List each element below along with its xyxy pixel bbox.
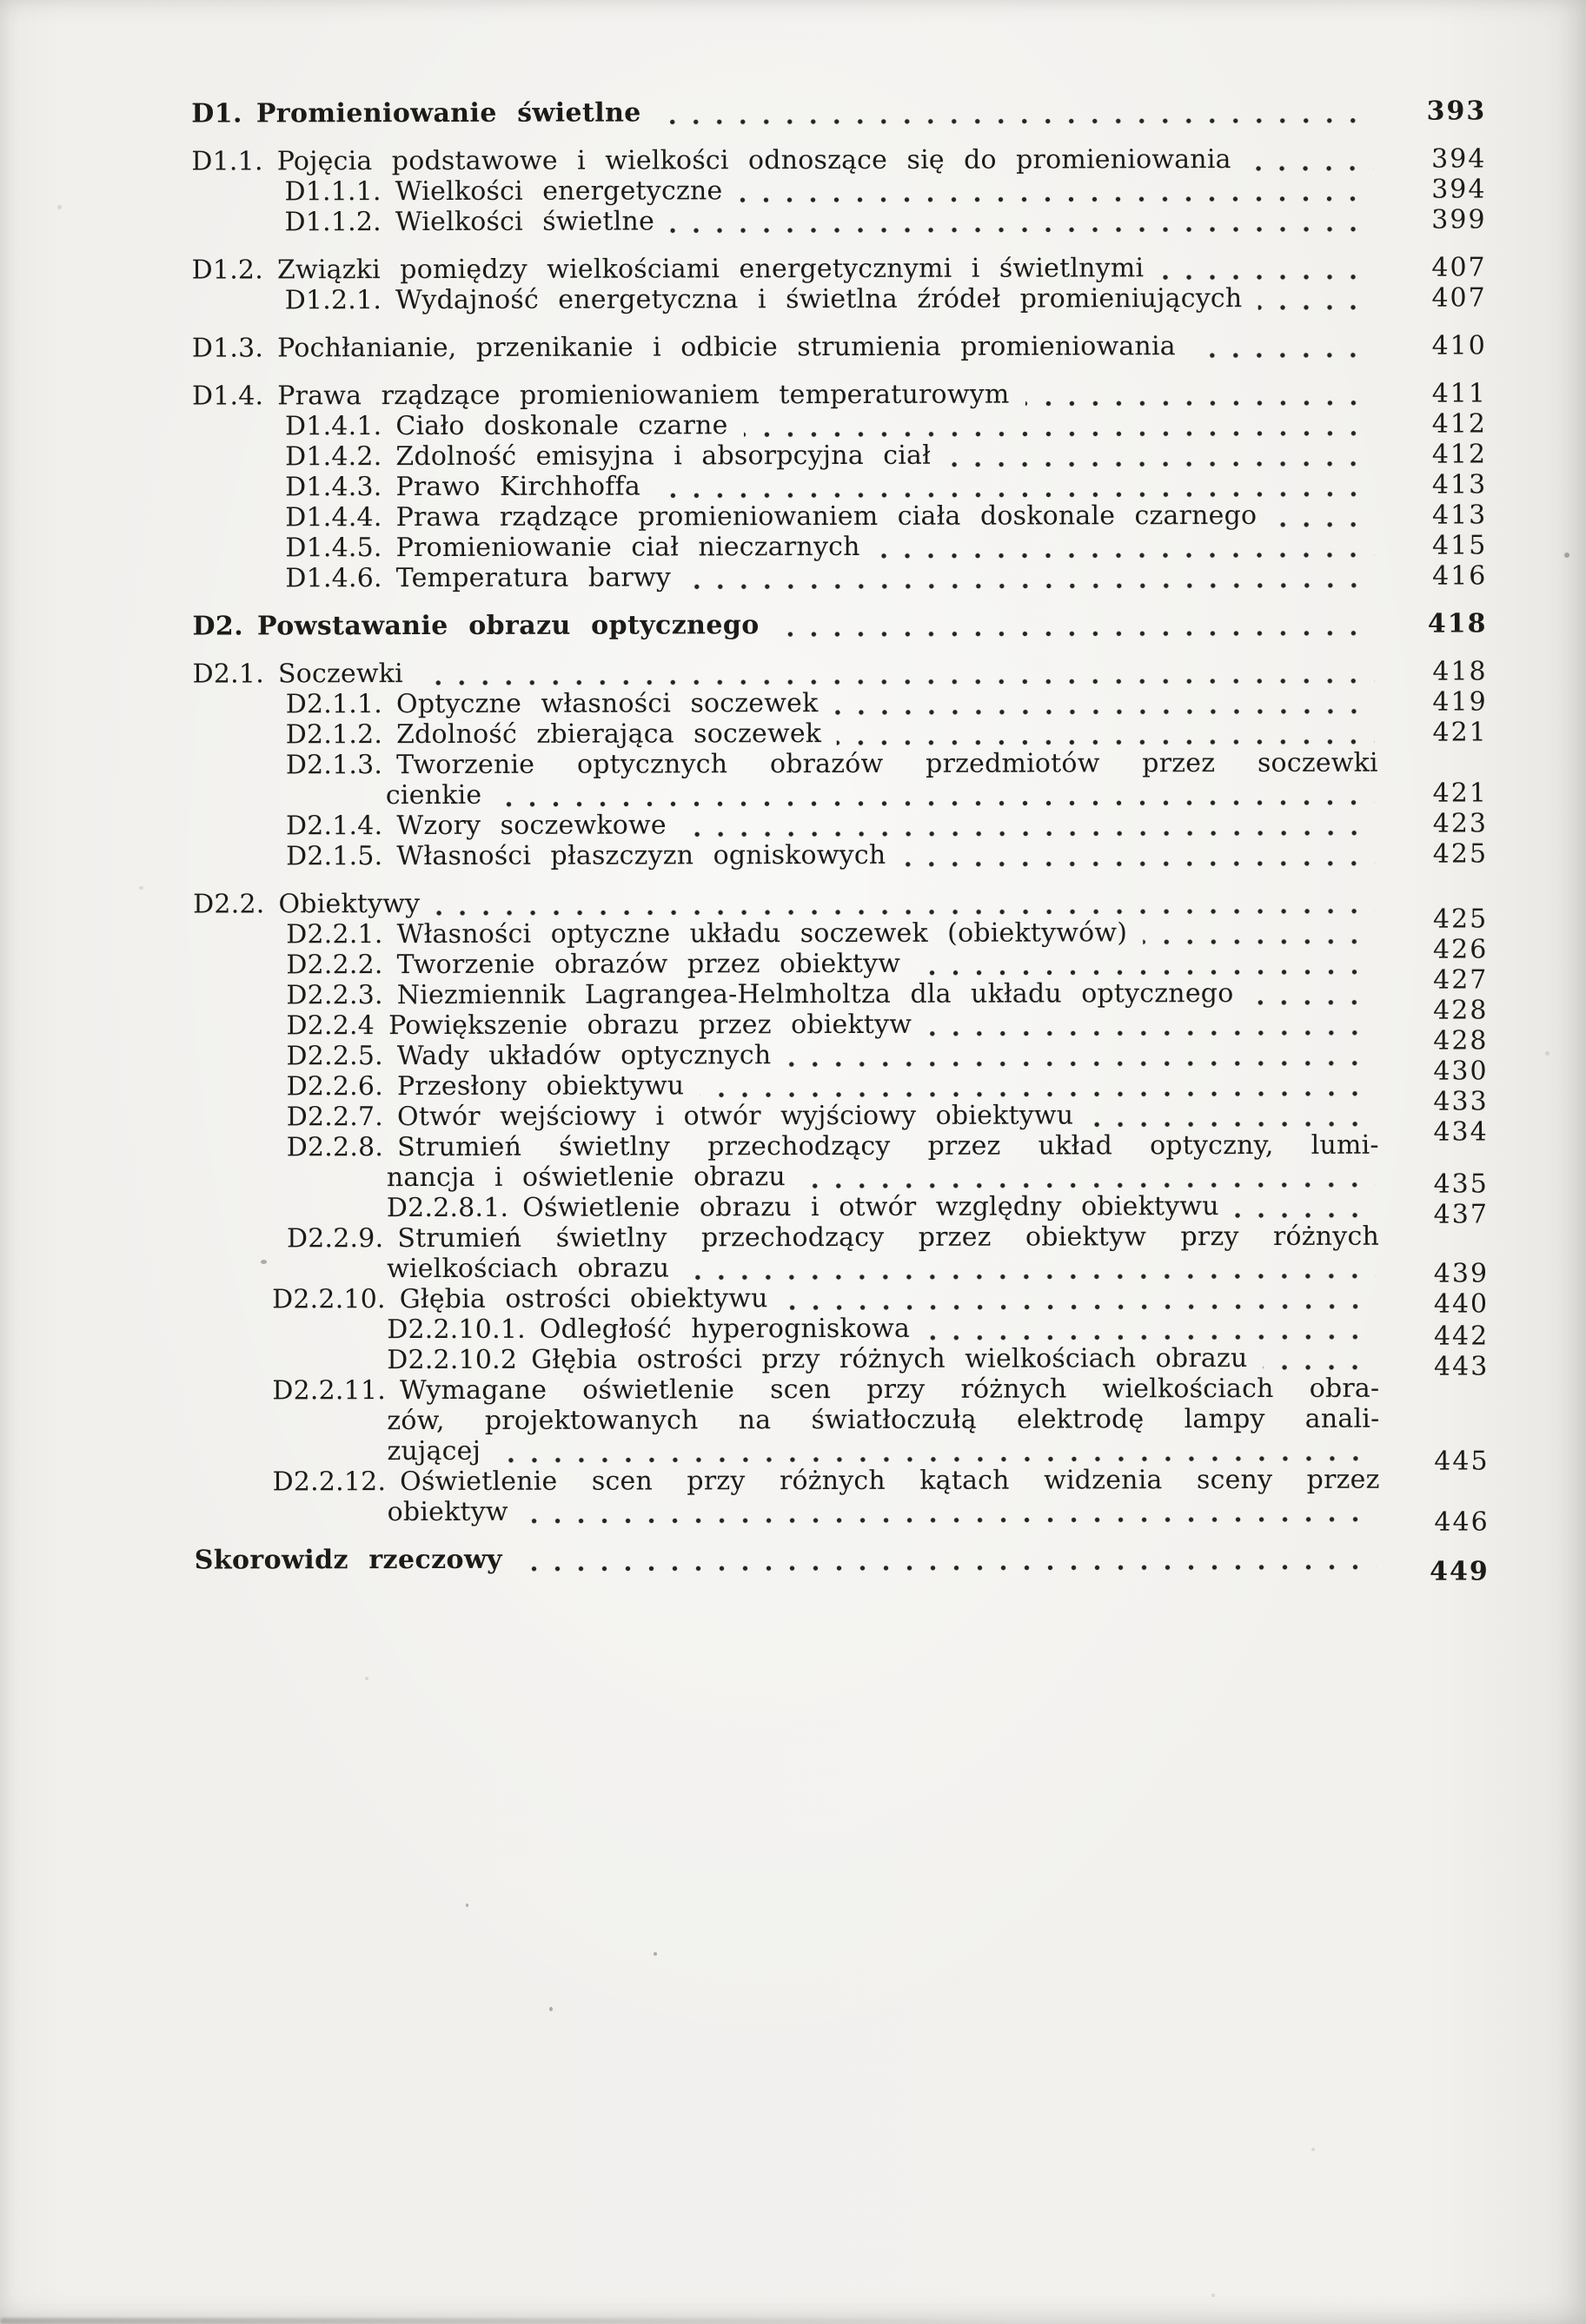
scan-speck bbox=[466, 1904, 468, 1907]
entry-number: D2.2. bbox=[193, 889, 265, 920]
dot-leader bbox=[496, 1454, 1376, 1465]
toc-row bbox=[192, 330, 1487, 363]
toc-row bbox=[194, 1373, 1489, 1406]
entry-number: D2.2.6. bbox=[286, 1071, 383, 1102]
dot-leader bbox=[700, 1089, 1375, 1100]
entry-number: D2.1.2. bbox=[285, 719, 383, 751]
toc-row bbox=[193, 717, 1488, 750]
dot-leader bbox=[524, 1515, 1377, 1526]
dot-leader bbox=[419, 677, 1375, 687]
entry-number: D1.1.2. bbox=[284, 207, 382, 238]
page-number: 418 bbox=[1432, 656, 1488, 687]
entry-title: Pojęcia podstawowe i wielkości odnoszące się do promieniowania bbox=[276, 144, 1231, 177]
dot-leader bbox=[876, 551, 1375, 560]
entry-title: nancja i oświetlenie obrazu bbox=[386, 1162, 786, 1194]
page-number: 421 bbox=[1432, 717, 1488, 748]
dot-leader bbox=[687, 581, 1374, 592]
scan-edge-shadow bbox=[0, 2318, 1008, 2324]
toc-row bbox=[192, 439, 1487, 472]
page-number: 423 bbox=[1432, 808, 1489, 839]
page-number: 412 bbox=[1431, 439, 1488, 470]
toc-row bbox=[194, 1160, 1489, 1200]
page-number: 394 bbox=[1431, 174, 1487, 205]
entry-title: Oświetlenie obrazu i otwór względny obiektywu bbox=[522, 1191, 1219, 1223]
toc-row bbox=[192, 408, 1487, 441]
entry-title: Niezmiennik Lagrangea-Helmholtza dla układu optycznego bbox=[396, 978, 1234, 1011]
dot-leader bbox=[1258, 303, 1373, 312]
entry-title: Optyczne własności soczewek bbox=[395, 688, 819, 720]
entry-title: Zdolność zbierająca soczewek bbox=[396, 718, 822, 751]
page-number: 413 bbox=[1431, 469, 1488, 500]
dot-leader bbox=[1247, 164, 1374, 173]
entry-title: Zdolność emisyjna i absorpcyjna ciał bbox=[395, 440, 932, 473]
entry-title: Wymagane oświetlenie scen przy różnych wielkościach obra- bbox=[399, 1373, 1380, 1407]
entry-number: D2.2.4 bbox=[286, 1010, 375, 1042]
entry-number: D2. bbox=[192, 611, 244, 642]
dot-leader bbox=[1191, 351, 1374, 360]
toc-row bbox=[194, 1342, 1490, 1382]
entry-number: D2.1.4. bbox=[285, 811, 383, 842]
toc-row bbox=[192, 469, 1487, 502]
toc-row bbox=[194, 1542, 1490, 1587]
entry-number: D1.2.1. bbox=[284, 285, 382, 316]
entry-title: Temperatura barwy bbox=[395, 562, 672, 594]
toc-row bbox=[193, 778, 1488, 811]
toc-row bbox=[192, 530, 1487, 563]
page-number: 434 bbox=[1433, 1116, 1489, 1148]
page-number: 407 bbox=[1431, 252, 1487, 283]
entry-title: Wielkości świetlne bbox=[395, 206, 655, 238]
entry-title: Prawa rządzące promieniowaniem ciała doskonale czarnego bbox=[395, 500, 1258, 533]
entry-title: Tworzenie optycznych obrazów przedmiotów przez soczewki bbox=[396, 747, 1378, 781]
dot-leader bbox=[901, 859, 1375, 869]
dot-leader bbox=[926, 1333, 1376, 1342]
scan-speck bbox=[1311, 2148, 1315, 2151]
entry-number: D1.4.2. bbox=[285, 441, 382, 473]
entry-title: Związki pomiędzy wielkościami energetycznymi i świetlnymi bbox=[276, 253, 1145, 286]
entry-number: D1.4.5. bbox=[285, 533, 382, 564]
entry-title: Wady układów optycznych bbox=[396, 1040, 772, 1072]
toc-row bbox=[193, 747, 1488, 780]
entry-title: Strumień świetlny przechodzący przez obiektyw przy różnych bbox=[397, 1221, 1380, 1255]
page-number: 428 bbox=[1433, 1025, 1489, 1056]
scan-speck bbox=[1564, 553, 1569, 558]
toc-row bbox=[194, 1403, 1489, 1436]
toc-row bbox=[194, 1221, 1489, 1254]
entry-title: Obiektywy bbox=[278, 889, 421, 920]
entry-title: Soczewki bbox=[277, 659, 403, 690]
scan-speck bbox=[549, 2007, 553, 2011]
dot-leader bbox=[775, 629, 1375, 639]
entry-title: Powiększenie obrazu przez obiektyw bbox=[388, 1009, 912, 1042]
scan-speck bbox=[654, 1952, 657, 1956]
entry-title: Odległość hyperogniskowa bbox=[539, 1313, 911, 1345]
entry-number: D1.4. bbox=[191, 381, 264, 412]
page-number: 415 bbox=[1431, 530, 1488, 561]
entry-number: D2.2.8.1. bbox=[386, 1192, 509, 1224]
entry-number: D1. bbox=[191, 98, 242, 129]
page-number: 412 bbox=[1431, 408, 1488, 440]
toc-row bbox=[192, 378, 1487, 411]
entry-title: Wydajność energetyczna i świetlna źródeł promieniujących bbox=[395, 283, 1243, 316]
entry-title: wielkościach obrazu bbox=[387, 1253, 670, 1285]
toc-row bbox=[191, 204, 1486, 237]
page-number: 418 bbox=[1427, 608, 1488, 639]
page-number: 449 bbox=[1430, 1556, 1490, 1587]
dot-leader bbox=[1089, 1120, 1375, 1129]
dot-leader bbox=[1272, 520, 1374, 529]
entry-number: D1.2. bbox=[191, 255, 263, 286]
page-number: 421 bbox=[1432, 778, 1488, 809]
toc-row bbox=[194, 1433, 1490, 1477]
toc-row bbox=[192, 500, 1487, 533]
entry-title: Przesłony obiektywu bbox=[396, 1070, 685, 1102]
page-number: 435 bbox=[1433, 1169, 1489, 1200]
dot-leader bbox=[927, 1029, 1375, 1038]
page-number: 443 bbox=[1433, 1351, 1490, 1382]
dot-leader bbox=[657, 116, 1373, 127]
entry-number: D2.2.7. bbox=[286, 1102, 384, 1133]
entry-title: Głębia ostrości przy różnych wielkościach obrazu bbox=[531, 1343, 1248, 1375]
entry-number: D2.2.1. bbox=[286, 919, 383, 950]
toc-row bbox=[191, 96, 1486, 129]
toc-row bbox=[192, 282, 1487, 315]
page-number: 428 bbox=[1433, 995, 1489, 1026]
entry-number: D2.2.9. bbox=[286, 1223, 384, 1255]
page-number: 393 bbox=[1426, 96, 1487, 127]
dot-leader bbox=[837, 738, 1375, 747]
entry-title: Tworzenie obrazów przez obiektyw bbox=[396, 948, 901, 981]
table-of-contents bbox=[191, 96, 1490, 1587]
toc-row bbox=[193, 656, 1488, 689]
entry-number: D2.2.10.1. bbox=[387, 1314, 526, 1346]
scan-speck bbox=[365, 1677, 368, 1680]
page-number: 410 bbox=[1431, 330, 1487, 361]
entry-number: D1.4.1. bbox=[284, 411, 382, 442]
entry-title: Otwór wejściowy i otwór wyjściowy obiektywu bbox=[396, 1100, 1074, 1133]
dot-leader bbox=[435, 907, 1375, 917]
page-number: 419 bbox=[1432, 686, 1488, 718]
entry-number: D2.2.2. bbox=[286, 950, 383, 981]
page-number: 425 bbox=[1432, 838, 1489, 870]
entry-title: Prawa rządzące promieniowaniem temperaturowym bbox=[277, 379, 1010, 412]
page-number: 411 bbox=[1431, 378, 1487, 409]
page-number: 394 bbox=[1431, 143, 1487, 175]
scan-speck bbox=[1545, 1051, 1550, 1056]
toc-row bbox=[192, 608, 1487, 641]
dot-leader bbox=[685, 1272, 1376, 1282]
entry-title: obiektyw bbox=[387, 1496, 508, 1528]
entry-number: D1.1.1. bbox=[284, 176, 382, 208]
entry-number: D2.2.10.2 bbox=[387, 1344, 518, 1376]
dot-leader bbox=[833, 707, 1374, 717]
entry-title: Głębia ostrości obiektywu bbox=[399, 1283, 768, 1315]
page-number: 407 bbox=[1431, 282, 1487, 314]
dot-leader bbox=[738, 195, 1373, 205]
dot-leader bbox=[946, 460, 1374, 469]
entry-title: Własności optyczne układu soczewek (obiektywów) bbox=[396, 917, 1128, 950]
entry-title: Strumień świetlny przechodzący przez układ optyczny, lumi- bbox=[397, 1129, 1379, 1163]
entry-title: cienkie bbox=[385, 779, 482, 811]
entry-number: D2.2.5. bbox=[286, 1041, 383, 1072]
page-number: 425 bbox=[1432, 904, 1489, 935]
entry-number: D1.1. bbox=[191, 146, 263, 177]
toc-row bbox=[194, 1281, 1490, 1320]
dot-leader bbox=[1235, 1211, 1376, 1220]
page-number: 426 bbox=[1432, 934, 1489, 965]
dot-leader bbox=[1263, 1363, 1376, 1372]
scan-speck bbox=[139, 886, 143, 890]
entry-number: D2.1.5. bbox=[286, 841, 383, 872]
page-number: 439 bbox=[1433, 1258, 1490, 1289]
entry-number: D2.2.10. bbox=[272, 1284, 386, 1315]
dot-leader bbox=[1249, 998, 1375, 1007]
entry-number: D2.2.3. bbox=[286, 980, 383, 1011]
toc-row bbox=[195, 1464, 1490, 1497]
entry-title: Powstawanie obrazu optycznego bbox=[257, 610, 760, 642]
page-number: 440 bbox=[1433, 1288, 1490, 1320]
dot-leader bbox=[518, 1563, 1377, 1573]
scan-speck bbox=[1211, 2294, 1215, 2297]
dot-leader bbox=[1143, 937, 1375, 947]
entry-title: zów, projektowanych na światłoczułą elektrodę lampy anali- bbox=[387, 1403, 1380, 1437]
entry-title: Wielkości energetyczne bbox=[395, 175, 723, 208]
toc-row bbox=[194, 1129, 1489, 1162]
page-number: 427 bbox=[1433, 964, 1489, 996]
entry-number: D1.4.6. bbox=[285, 563, 382, 594]
scan-speck bbox=[57, 205, 62, 209]
toc-row bbox=[191, 143, 1486, 176]
page-number: 446 bbox=[1434, 1506, 1490, 1538]
entry-title: Promieniowanie świetlne bbox=[255, 97, 641, 129]
page-number: 430 bbox=[1433, 1056, 1489, 1087]
entry-number: D2.1. bbox=[192, 659, 264, 690]
toc-row bbox=[192, 252, 1487, 285]
dot-leader bbox=[1159, 273, 1373, 282]
dot-leader bbox=[670, 225, 1374, 235]
dot-leader bbox=[801, 1181, 1376, 1190]
dot-leader bbox=[786, 1059, 1375, 1069]
toc-row bbox=[193, 686, 1488, 719]
entry-number: D2.1.3. bbox=[285, 750, 383, 781]
toc-row bbox=[193, 838, 1488, 871]
page-number: 442 bbox=[1433, 1321, 1490, 1352]
entry-number: D2.2.11. bbox=[272, 1375, 386, 1407]
toc-row bbox=[192, 560, 1487, 593]
toc-row bbox=[194, 1251, 1490, 1289]
entry-number: D2.1.1. bbox=[285, 689, 383, 720]
entry-title: Wzory soczewkowe bbox=[396, 810, 667, 842]
dot-leader bbox=[682, 829, 1375, 839]
dot-leader bbox=[744, 429, 1374, 440]
toc-row bbox=[194, 1190, 1489, 1230]
page-number: 399 bbox=[1431, 204, 1487, 235]
entry-title: Prawo Kirchhoffa bbox=[395, 471, 640, 503]
entry-title: Skorowidz rzeczowy bbox=[194, 1544, 503, 1576]
entry-title: zującej bbox=[387, 1435, 481, 1467]
entry-title: Pochłanianie, przenikanie i odbicie strumienia promieniowania bbox=[277, 331, 1176, 364]
entry-title: Własności płaszczyzn ogniskowych bbox=[396, 839, 886, 872]
dot-leader bbox=[916, 968, 1375, 977]
entry-number: D2.2.8. bbox=[286, 1132, 384, 1163]
dot-leader bbox=[497, 798, 1375, 809]
entry-number: D1.4.4. bbox=[285, 502, 382, 533]
page-number: 416 bbox=[1432, 560, 1488, 592]
entry-title: Ciało doskonale czarne bbox=[395, 410, 728, 442]
toc-row bbox=[194, 1312, 1490, 1352]
page-number: 437 bbox=[1433, 1199, 1489, 1230]
toc-row bbox=[191, 174, 1486, 207]
entry-title: Promieniowanie ciał nieczarnych bbox=[395, 531, 860, 564]
dot-leader bbox=[1025, 399, 1373, 408]
toc-row bbox=[193, 808, 1488, 841]
entry-number: D1.4.3. bbox=[285, 472, 382, 503]
entry-title: Oświetlenie scen przy różnych kątach widzenia sceny przez bbox=[400, 1464, 1380, 1498]
page-number: 445 bbox=[1434, 1446, 1490, 1477]
toc-row bbox=[195, 1494, 1490, 1538]
page-number: 413 bbox=[1431, 500, 1488, 531]
entry-number: D2.2.12. bbox=[272, 1467, 387, 1498]
entry-number: D1.3. bbox=[191, 333, 264, 364]
dot-leader bbox=[784, 1302, 1377, 1312]
dot-leader bbox=[656, 490, 1374, 500]
page-number: 433 bbox=[1433, 1086, 1489, 1117]
